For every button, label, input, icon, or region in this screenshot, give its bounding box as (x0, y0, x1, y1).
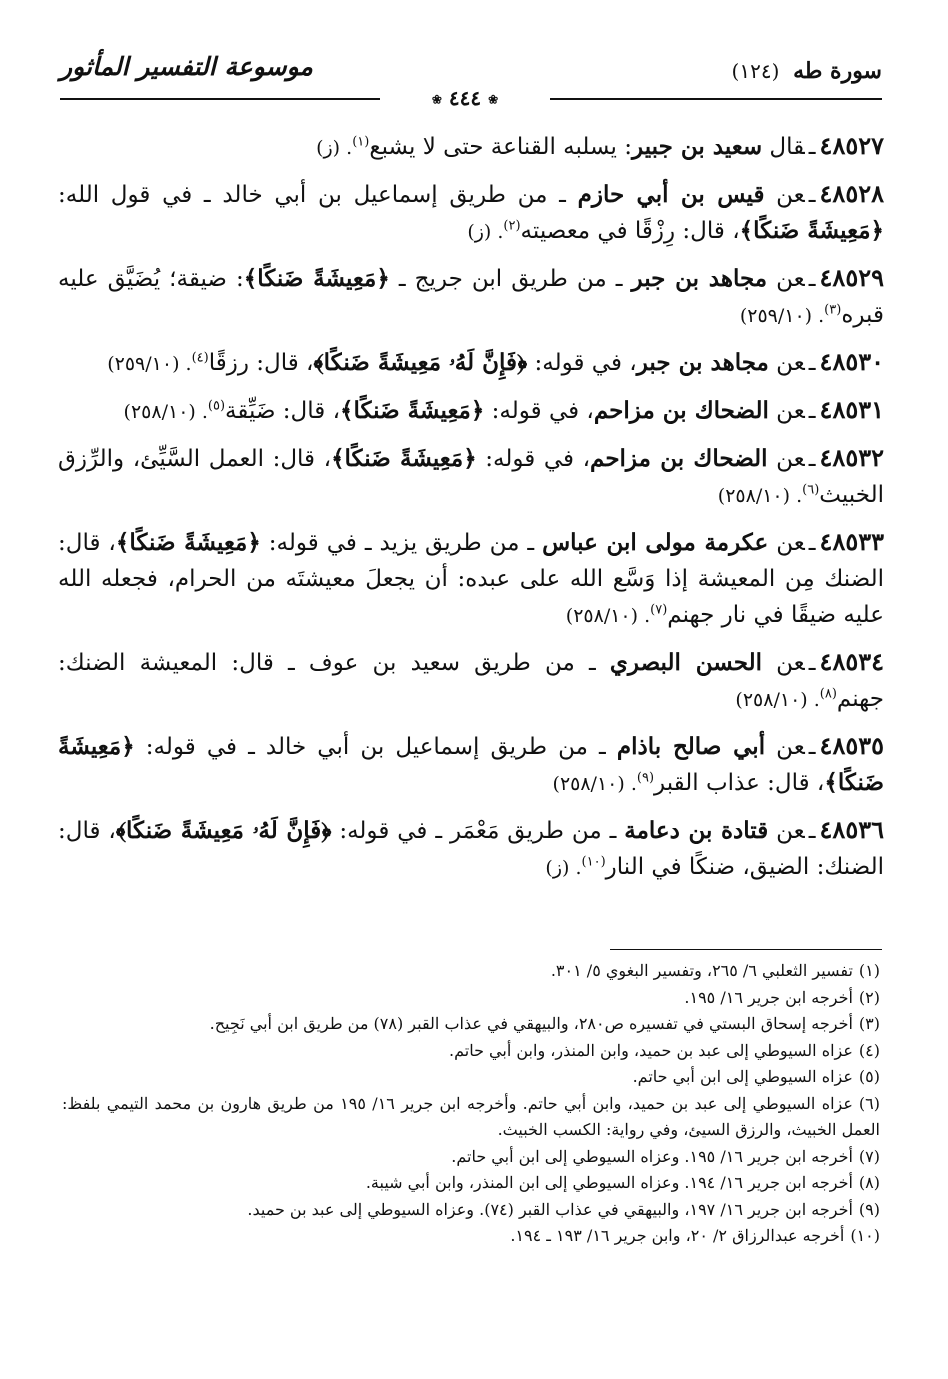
entry-text: عن (767, 266, 805, 292)
quran-quote: ﴿مَعِيشَةً ضَنكًا﴾ (243, 265, 390, 292)
footnote-marker: (١) (352, 134, 370, 150)
narrator-name: قيس بن أبي حازم (577, 181, 765, 208)
narration-entry (58, 176, 884, 250)
footnote-marker: (٧) (650, 602, 668, 618)
entry-text: : ضيقة؛ يُضَيَّق عليه قبره (58, 266, 884, 328)
narrator-name: مجاهد بن جبر (631, 265, 768, 292)
footnote-number: (٧) (858, 1146, 880, 1166)
entry-number: ٤٨٥٣٤ (819, 647, 884, 676)
reference: . (ز) (467, 221, 504, 243)
footnote-number: (٦) (858, 1093, 881, 1113)
footnote-marker: (٩) (636, 770, 655, 786)
footnote (62, 1011, 880, 1038)
entry-text: عن (762, 650, 805, 676)
entry-text: ، قال: العمل السَّيِّئ، والرِّزق الخبيث (58, 446, 884, 508)
entry-text: ، في قوله: (476, 446, 591, 472)
entry-text: ـ من طريق يزيد ـ في قوله: (260, 530, 543, 556)
entry-text: ، في قوله: (484, 398, 594, 424)
entry-text: عن (765, 734, 805, 760)
footnote (62, 1170, 880, 1197)
footnote-number: (٢) (858, 987, 880, 1007)
entry-text: ، قال: الضنك: الضيق، ضنكًا في النار (58, 818, 884, 880)
entry-text: عن (768, 398, 805, 424)
footnote-text: أخرجه إسحاق البستي في تفسيره ص٢٨٠، والبيهقي في عذاب القبر (٧٨) من طريق ابن أبي نَجِيح. (209, 1014, 853, 1033)
footnote-text: عزاه السيوطي إلى عبد بن حميد، وابن أبي حاتم. وأخرجه ابن جرير ١٦/ ١٩٥ من طريق هارون بن محمد التيمي بلفظ: العمل الخبيث، والرزق السيئ، وفي رواية: الكسب الخبيث. (62, 1093, 880, 1139)
footnote-marker: (٣) (824, 302, 842, 318)
reference: . (٢٥٨/١٠) (565, 605, 651, 627)
dash-separator: ـ (808, 734, 816, 760)
footnote (62, 985, 880, 1012)
entry-number: ٤٨٥٣١ (819, 395, 884, 424)
entry-text: ، قال: الضنك مِن المعيشة إذا وَسَّع الله على عبده: أن يجعلَ معيشتَه من الحرام، فجعله الله عليه ضيقًا في نار جهنم (58, 530, 884, 628)
footnote (62, 1064, 880, 1091)
narrator-name: سعيد بن جبير (632, 133, 763, 160)
ornament-icon: ❀ (488, 92, 499, 107)
footnote (62, 1223, 880, 1250)
entry-text: عن (764, 182, 805, 208)
entry-text: ـ من طريق ابن جريج ـ (389, 266, 632, 292)
narrator-name: الضحاك بن مزاحم (590, 445, 768, 472)
quran-quote: ﴿فَإِنَّ لَهُۥ مَعِيشَةً ضَنكًا﴾ (115, 817, 332, 844)
surah-header (732, 58, 882, 84)
entry-number: ٤٨٥٣٣ (819, 527, 884, 556)
entry-text: عن (768, 530, 805, 556)
entry-text: ـ من طريق إسماعيل بن أبي خالد ـ في قوله: (134, 734, 617, 760)
reference: . (ز) (545, 857, 582, 879)
entry-text: ـ من طريق مَعْمَر ـ في قوله: (331, 818, 625, 844)
quran-quote: ﴿مَعِيشَةً ضَنكًا﴾ (739, 217, 884, 244)
footnote-marker: (٥) (207, 398, 226, 414)
footnote-text: أخرجه عبدالرزاق ٢/ ٢٠، وابن جرير ١٦/ ١٩٣ ـ ١٩٤. (510, 1226, 845, 1245)
quran-quote: ﴿مَعِيشَةً ضَنكًا﴾ (115, 529, 261, 556)
narrator-name: عكرمة مولى ابن عباس (542, 529, 769, 556)
footnotes-list (62, 958, 880, 1250)
entry-text: ـ من طريق إسماعيل بن أبي خالد ـ في قول الله: (58, 182, 578, 208)
reference: . (ز) (316, 137, 353, 159)
entry-number: ٤٨٥٢٨ (819, 179, 884, 208)
entry-text: ، قال: عذاب القبر (654, 770, 825, 796)
entry-number: ٤٨٥٢٧ (819, 131, 884, 160)
quran-quote: ﴿مَعِيشَةً ضَنكًا﴾ (340, 397, 485, 424)
entry-number: ٤٨٥٣٦ (819, 815, 884, 844)
footnote (62, 1197, 880, 1224)
page-number-box (380, 86, 550, 110)
surah-name: سورة طه (793, 58, 882, 84)
quran-quote: ﴿فَإِنَّ لَهُۥ مَعِيشَةً ضَنكًا﴾ (313, 349, 528, 376)
footnote-text: تفسير الثعلبي ٦/ ٢٦٥، وتفسير البغوي ٥/ ٣٠١. (550, 961, 853, 980)
quran-quote: ﴿مَعِيشَةً ضَنكًا﴾ (331, 445, 477, 472)
footnote-marker: (١٠) (581, 854, 606, 870)
footnote-number: (٩) (858, 1199, 880, 1219)
footnote-text: أخرجه ابن جرير ١٦/ ١٩٥. وعزاه السيوطي إلى ابن أبي حاتم. (451, 1146, 853, 1166)
narrator-name: أبي صالح باذام (616, 733, 766, 760)
footnote-number: (٤) (858, 1040, 880, 1060)
quran-quote: ﴿مَعِيشَةً ضَنكًا﴾ (58, 733, 884, 796)
narration-entry (58, 128, 884, 166)
footnote-number: (٥) (858, 1067, 880, 1086)
narration-entry (58, 524, 884, 634)
entry-text: ، قال: رزقًا (208, 350, 314, 376)
reference: . (٢٥٩/١٠) (107, 353, 192, 375)
reference: . (٢٥٩/١٠) (739, 305, 825, 327)
narration-entry (58, 812, 884, 886)
dash-separator: ـ (808, 182, 816, 208)
footnote-text: أخرجه ابن جرير ١٦/ ١٩٤. وعزاه السيوطي إلى ابن المنذر، وابن أبي شيبة. (365, 1173, 853, 1192)
footnote-number: (٨) (858, 1173, 880, 1192)
narration-entry (58, 392, 884, 430)
dash-separator: ـ (808, 398, 816, 424)
footnote-number: (٣) (858, 1014, 880, 1033)
dash-separator: ـ (808, 818, 816, 844)
reference: . (٢٥٨/١٠) (735, 689, 820, 711)
narrator-name: الحسن البصري (609, 649, 762, 676)
narration-entry (58, 728, 884, 802)
footnote-text: عزاه السيوطي إلى عبد بن حميد، وابن المنذر، وابن أبي حاتم. (449, 1040, 853, 1060)
book-title: موسوعة التفسير المأثور (60, 52, 313, 81)
entry-text: عن (768, 818, 805, 844)
narrator-name: الضحاك بن مزاحم (593, 397, 769, 424)
dash-separator: ـ (808, 266, 816, 292)
narrator-name: مجاهد بن جبر (636, 349, 769, 376)
entry-number: ٤٨٥٣٠ (819, 347, 884, 376)
entry-text: ، قال: ضَيِّقة (225, 398, 340, 424)
entry-text: ، قال: رِزْقًا في معصيته (520, 218, 740, 244)
narration-entry (58, 644, 884, 718)
footnote-text: عزاه السيوطي إلى ابن أبي حاتم. (632, 1067, 853, 1086)
dash-separator: ـ (808, 650, 816, 676)
page-number: ٤٤٤ (448, 86, 482, 110)
footnote (62, 1038, 880, 1065)
entry-text: ، في قوله: (527, 350, 637, 376)
entry-number: ٤٨٥٣٥ (819, 731, 884, 760)
entry-number: ٤٨٥٢٩ (819, 263, 884, 292)
narration-entry (58, 260, 884, 334)
footnote-text: أخرجه ابن جرير ١٦/ ١٩٥. (684, 987, 853, 1007)
dash-separator: ـ (808, 134, 816, 160)
dash-separator: ـ (808, 446, 816, 472)
footnote-number: (١٠) (850, 1226, 880, 1245)
entry-text: قال (762, 134, 805, 160)
ornament-icon: ❀ (431, 92, 442, 107)
footnote-text: أخرجه ابن جرير ١٦/ ١٩٧، والبيهقي في عذاب القبر (٧٤). وعزاه السيوطي إلى عبد بن حميد. (247, 1199, 853, 1219)
footnote-marker: (٨) (819, 686, 837, 702)
narrations-list (58, 128, 884, 896)
footnote-marker: (٤) (191, 350, 209, 366)
entry-text: عن (768, 350, 805, 376)
reference: . (٢٥٨/١٠) (717, 485, 803, 507)
footnote-separator (610, 949, 882, 950)
dash-separator: ـ (808, 350, 816, 376)
entry-number: ٤٨٥٣٢ (819, 443, 884, 472)
footnote-marker: (٢) (503, 218, 521, 234)
dash-separator: ـ (808, 530, 816, 556)
narration-entry (58, 440, 884, 514)
reference: . (٢٥٨/١٠) (552, 773, 637, 795)
footnote-number: (١) (858, 961, 880, 980)
footnote (62, 958, 880, 985)
surah-verse-number: (١٢٤) (731, 59, 780, 83)
footnote-marker: (٦) (802, 482, 820, 498)
reference: . (٢٥٨/١٠) (123, 401, 208, 423)
narration-entry (58, 344, 884, 382)
entry-text: : يسلبه القناعة حتى لا يشبع (369, 134, 633, 160)
narrator-name: قتادة بن دعامة (624, 817, 769, 844)
entry-text: ـ من طريق سعيد بن عوف ـ قال: المعيشة الضنك: جهنم (58, 650, 884, 712)
footnote (62, 1091, 880, 1144)
footnote (62, 1144, 880, 1171)
entry-text: عن (767, 446, 805, 472)
